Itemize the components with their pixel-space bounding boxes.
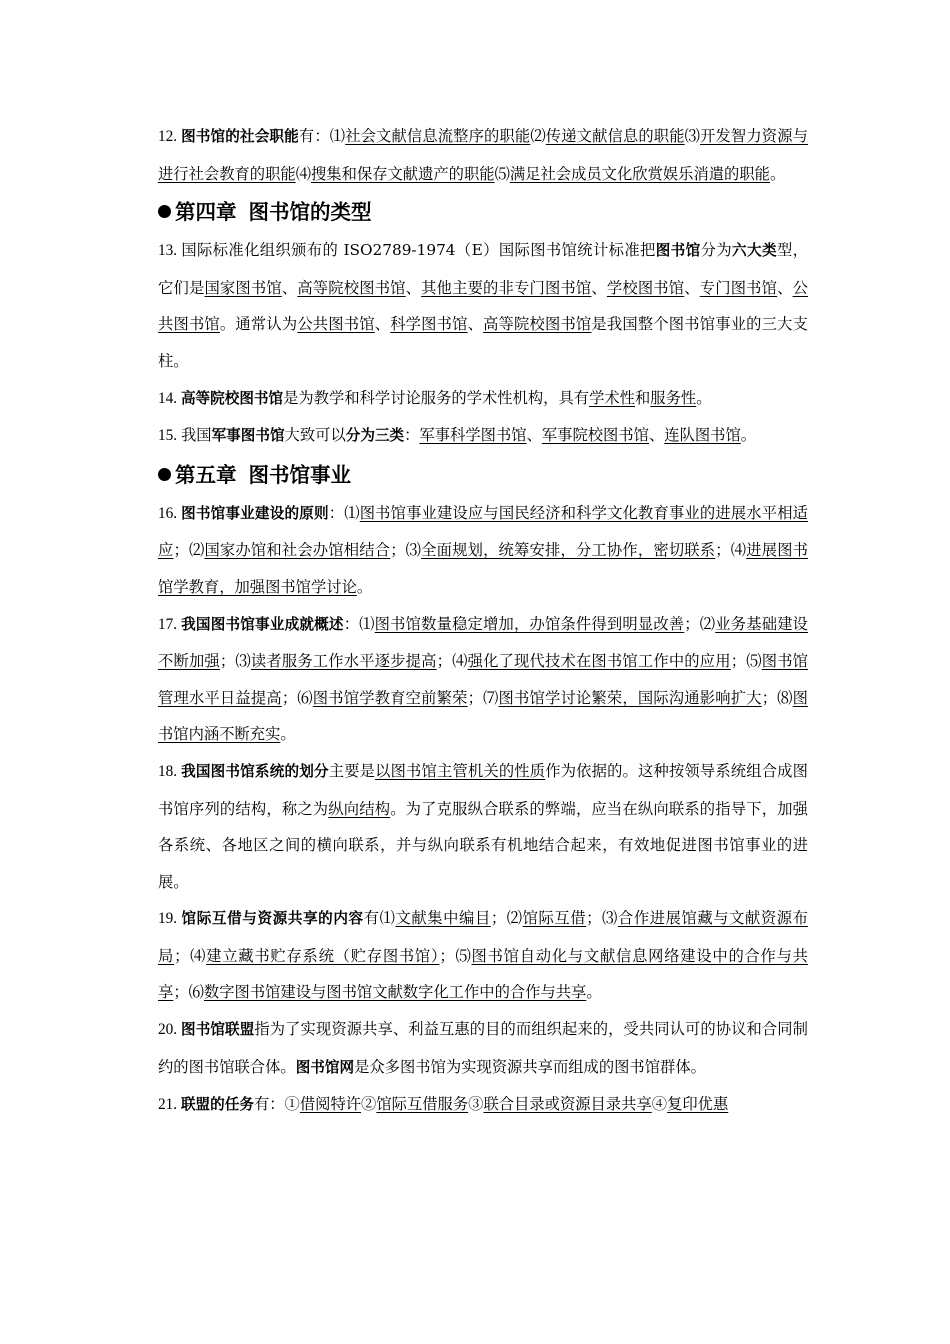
underlined-phrase: 传递文献信息的职能: [545, 127, 685, 145]
underlined-phrase: 学校图书馆: [606, 278, 685, 297]
term: 六大类: [732, 242, 777, 260]
underlined-phrase: 学术性: [589, 388, 635, 407]
term: 国图书馆系统的划分: [195, 762, 329, 780]
underlined-phrase: 文献集中编目: [395, 909, 491, 928]
bullet-icon: [158, 205, 171, 218]
term: 图书馆联盟: [181, 1021, 255, 1039]
underlined-phrase: 进展图书馆学教育，加强图书馆学讨论: [158, 541, 808, 596]
underlined-phrase: 公共图书馆: [297, 315, 375, 334]
underlined-phrase: 图书馆学教育空前繁荣: [312, 688, 468, 707]
underlined-phrase: 高等院校图书馆: [483, 315, 592, 334]
term: 图书馆事业建设的原则: [181, 504, 329, 522]
underlined-phrase: 图书馆学讨论繁荣，国际沟通影响扩大: [498, 688, 762, 707]
underlined-phrase: 开发智力资源与进行社会教育的职能: [158, 127, 808, 183]
document-page: [158, 118, 808, 1124]
underlined-phrase: 借阅特许: [299, 1095, 362, 1114]
underlined-phrase: 图书馆数量稳定增加，办馆条件得到明显改善: [374, 614, 685, 633]
paragraph-21: 21. 联盟的任务有：①借阅特许②馆际互借服务③联合目录或资源目录共享④复印优惠: [158, 1095, 729, 1114]
chapter-4-heading: 第四章 图书馆的类型: [158, 192, 808, 232]
term: 图书馆: [655, 242, 701, 260]
underlined-phrase: 高等院校图书馆: [297, 278, 406, 297]
term: 高等院校图书馆: [180, 389, 284, 407]
paragraph-19: 19. 馆际互借与资源共享的内容有⑴文献集中编目；⑵馆际互借；⑶合作进展馆藏与文献资源布局；⑷建立藏书贮存系统（贮存图书馆）；⑸图书馆自动化与文献信息网络建设中的合作与共享；⑹数字图书馆建设与图书馆文献数字化工作中的合作与共享。: [158, 909, 808, 1002]
underlined-phrase: 馆际互借服务: [376, 1095, 469, 1114]
underlined-phrase: 合作进展馆藏与文献资源布局: [158, 909, 808, 965]
paragraph-16: 16. 图书馆事业建设的原则：⑴图书馆事业建设应与国民经济和科学文化教育事业的进展水平相适应；⑵国家办馆和社会办馆相结合；⑶全面规划，统筹安排，分工协作，密切联系；⑷进展图书馆学教育，加强图书馆学讨论。: [158, 503, 808, 596]
underlined-phrase: 军事科学图书馆: [419, 426, 527, 445]
underlined-phrase: 其他主要的非专门图书馆: [421, 278, 592, 297]
bullet-icon: [158, 468, 171, 481]
underlined-phrase: 全面规划，统筹安排，分工协作，密切联系: [421, 541, 716, 560]
underlined-phrase: 复印优惠: [667, 1095, 729, 1114]
chapter-5-heading: 第五章 图书馆事业: [158, 455, 808, 495]
paragraph-13: 13. 国际标准化组织颁布的 ISO2789-1974（E）国际图书馆统计标准把图书馆分为六大类型，它们是国家图书馆、高等院校图书馆、其他主要的非专门图书馆、学校图书馆、专门图书馆、公共图书馆。通常认为公共图书馆、科学图书馆、高等院校图书馆是我国整个图书馆事业的三大支柱。: [158, 241, 808, 370]
underlined-phrase: 连队图书馆: [664, 426, 741, 445]
underlined-phrase: 国家办馆和社会办馆相结合: [204, 541, 391, 560]
underlined-phrase: 公共图书馆: [158, 278, 808, 334]
underlined-phrase: 图书馆内涵不断充实: [158, 688, 808, 744]
term: 馆际互借与资源共享的内容: [181, 910, 364, 928]
underlined-phrase: 满足社会成员文化欣赏娱乐消遣的职能: [509, 164, 770, 183]
underlined-phrase: 军事院校图书馆: [541, 426, 649, 445]
paragraph-18: 18. 我国图书馆系统的划分主要是以图书馆主管机关的性质作为依据的。这种按领导系统组合成图书馆序列的结构，称之为纵向结构。为了克服纵合联系的弊端，应当在纵向联系的指导下，加强各系统、各地区之间的横向联系，并与纵向联系有机地结合起来，有效地促进图书馆事业的进展。: [158, 761, 808, 891]
term: 图书馆网: [295, 1058, 355, 1076]
paragraph-14: 14. 高等院校图书馆是为教学和科学讨论服务的学术性机构，具有学术性和服务性。: [158, 388, 712, 407]
underlined-phrase: 图书馆事业建设应与国民经济和科学文化教育事业的进展水平相适应: [158, 503, 808, 560]
underlined-phrase: 社会文献信息流整序的职能: [345, 127, 531, 145]
underlined-phrase: 国家图书馆: [204, 278, 282, 297]
term: 我国图书馆事业成就概述: [181, 615, 344, 633]
paragraph-17: 17. 我国图书馆事业成就概述：⑴图书馆数量稳定增加，办馆条件得到明显改善；⑵业务基础建设不断加强；⑶读者服务工作水平逐步提高；⑷强化了现代技术在图书馆工作中的应用；⑸图书馆管理水平日益提高；⑹图书馆学教育空前繁荣；⑺图书馆学讨论繁荣，国际沟通影响扩大；⑻图书馆内涵不断充实。: [158, 614, 808, 744]
paragraph-15: 15. 我国军事图书馆大致可以分为三类：军事科学图书馆、军事院校图书馆、连队图书馆。: [158, 426, 757, 445]
underlined-phrase: 专门图书馆: [699, 278, 778, 297]
underlined-phrase: 服务性: [650, 388, 697, 407]
underlined-phrase: 以图书馆主管机关的性质: [375, 761, 546, 780]
underlined-phrase: 科学图书馆: [390, 315, 468, 334]
underlined-phrase: 强化了现代技术在图书馆工作中的应用: [467, 652, 731, 671]
underlined-phrase: 图书馆自动化与文献信息网络建设中的合作与共享: [158, 946, 808, 1002]
paragraph-20: 20. 图书馆联盟指为了实现资源共享、利益互惠的目的而组织起来的，受共同认可的协议和合同制约的图书馆联合体。图书馆网是众多图书馆为实现资源共享而组成的图书馆群体。: [158, 1020, 808, 1076]
underlined-phrase: 搜集和保存文献遗产的职能: [311, 164, 495, 183]
underlined-phrase: 联合目录或资源目录共享: [483, 1095, 652, 1114]
term: 联盟的任务: [180, 1096, 254, 1114]
term: 军事图书馆: [211, 427, 285, 445]
underlined-phrase: 建立藏书贮存系统（贮存图书馆）: [206, 946, 440, 965]
underlined-phrase: 纵向结构: [328, 799, 391, 818]
term: 图书馆的社会职能: [181, 128, 299, 145]
underlined-phrase: 馆际互借: [522, 909, 587, 928]
underlined-phrase: 图书馆管理水平日益提高: [158, 652, 808, 707]
underlined-phrase: 业务基础建设不断加强: [158, 614, 808, 671]
underlined-phrase: 读者服务工作水平逐步提高: [250, 652, 437, 671]
term: 分为三类: [345, 427, 405, 445]
underlined-phrase: 数字图书馆建设与图书馆文献数字化工作中的合作与共享: [203, 983, 587, 1002]
paragraph-12: 12. 图书馆的社会职能有：⑴社会文献信息流整序的职能⑵传递文献信息的职能⑶开发智力资源与进行社会教育的职能⑷搜集和保存文献遗产的职能⑸满足社会成员文化欣赏娱乐消遣的职能。: [158, 127, 808, 183]
